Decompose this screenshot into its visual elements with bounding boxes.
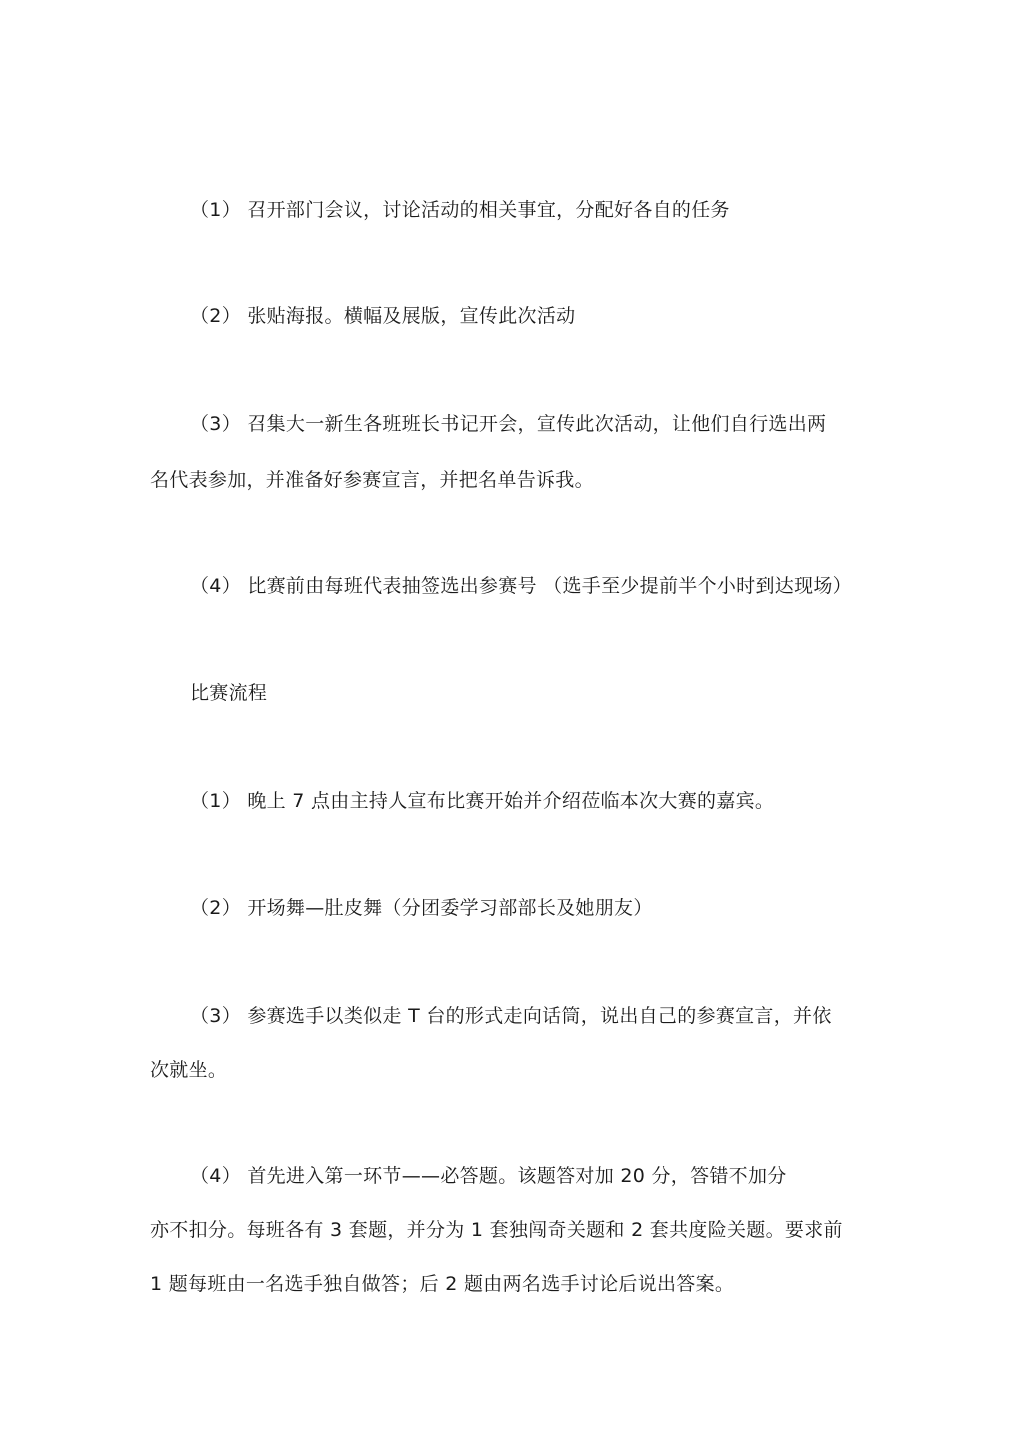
prep-step-1: （1） 召开部门会议，讨论活动的相关事宜，分配好各自的任务 xyxy=(190,199,730,221)
prep-step-3-line2: 名代表参加，并准备好参赛宣言，并把名单告诉我。 xyxy=(150,469,594,491)
flow-step-2: （2） 开场舞—肚皮舞（分团委学习部部长及她朋友） xyxy=(190,897,653,919)
flow-step-3-line1: （3） 参赛选手以类似走 T 台的形式走向话筒，说出自己的参赛宣言，并依 xyxy=(190,1005,832,1027)
flow-step-4-line3: 1 题每班由一名选手独自做答；后 2 题由两名选手讨论后说出答案。 xyxy=(150,1273,735,1295)
flow-step-4-line1: （4） 首先进入第一环节——必答题。该题答对加 20 分，答错不加分 xyxy=(190,1165,787,1187)
prep-step-3-line1: （3） 召集大一新生各班班长书记开会，宣传此次活动，让他们自行选出两 xyxy=(190,413,827,435)
flow-step-4-line2: 亦不扣分。每班各有 3 套题，并分为 1 套独闯奇关题和 2 套共度险关题。要求前 xyxy=(150,1219,843,1241)
prep-step-4: （4） 比赛前由每班代表抽签选出参赛号 （选手至少提前半个小时到达现场） xyxy=(190,575,852,597)
flow-step-3-line2: 次就坐。 xyxy=(150,1059,228,1081)
flow-step-1: （1） 晚上 7 点由主持人宣布比赛开始并介绍莅临本次大赛的嘉宾。 xyxy=(190,790,775,812)
section-heading: 比赛流程 xyxy=(190,682,268,704)
prep-step-2: （2） 张贴海报。横幅及展版，宣传此次活动 xyxy=(190,305,576,327)
